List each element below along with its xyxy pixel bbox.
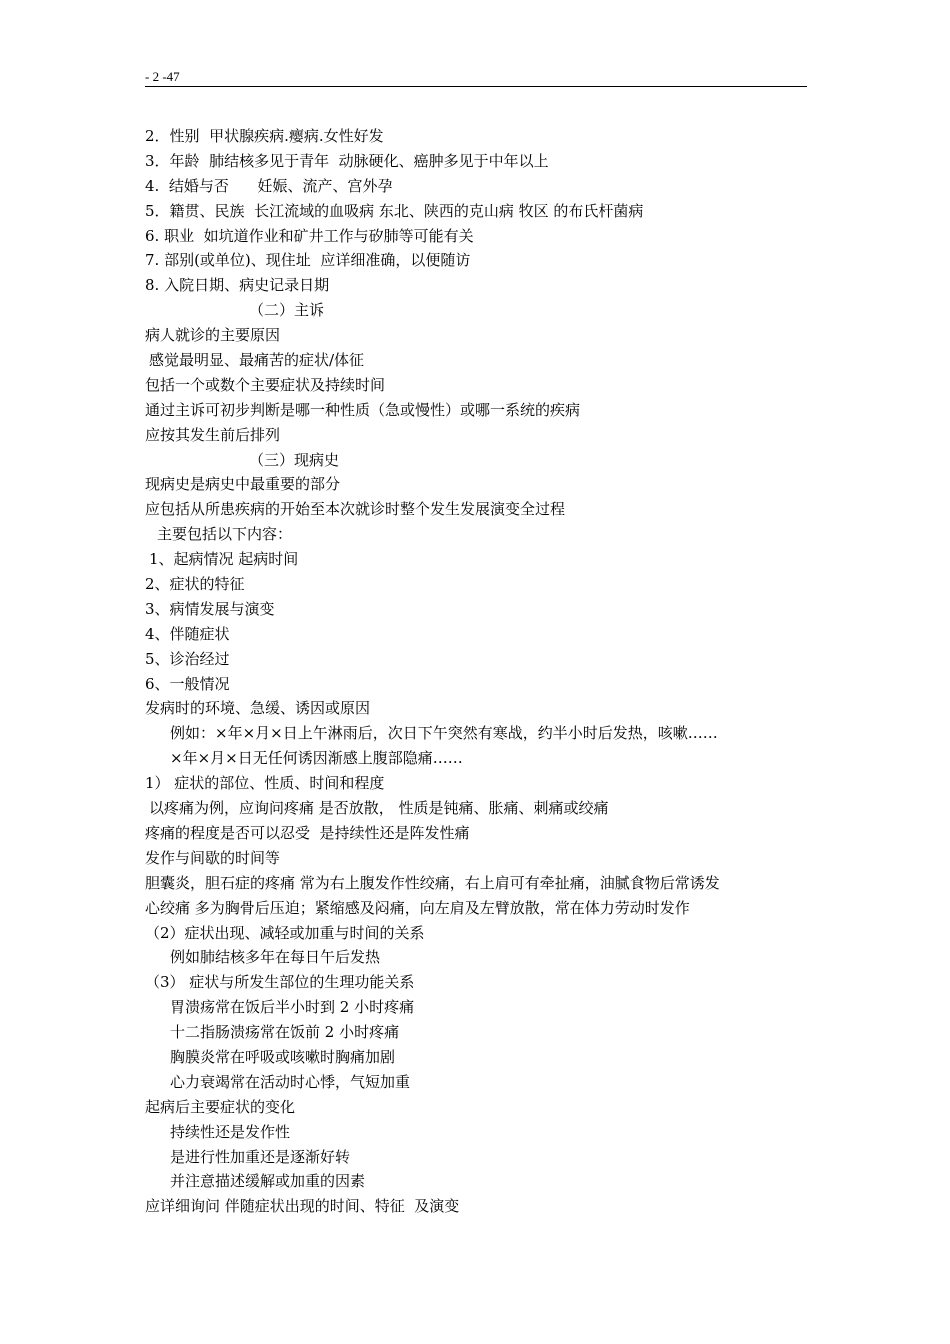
text-line: 2．性别 甲状腺疾病.瘿病.女性好发 [145, 127, 384, 145]
text-line: 例如：×年×月×日上午淋雨后，次日下午突然有寒战，约半小时后发热，咳嗽…… [170, 724, 718, 743]
text-line: 应按其发生前后排列 [145, 425, 281, 444]
text-line: 3．年龄 肺结核多见于青年 动脉硬化、癌肿多见于中年以上 [145, 151, 549, 170]
page-number: - 2 -47 [145, 69, 180, 84]
text-line: 主要包括以下内容： [157, 525, 293, 544]
text-line: 发作与间歇的时间等 [145, 848, 281, 867]
text-line: 心绞痛 多为胸骨后压迫；紧缩感及闷痛，向左肩及左臂放散，常在体力劳动时发作 [145, 898, 690, 917]
text-line: 发病时的环境、急缓、诱因或原因 [145, 699, 371, 718]
section-heading-present-illness: （三）现病史 [249, 450, 340, 469]
text-line: 4. 结婚与否 妊娠、流产、宫外孕 [145, 176, 393, 195]
text-line: 例如肺结核多年在每日午后发热 [170, 948, 381, 967]
text-line: 持续性还是发作性 [170, 1122, 291, 1141]
section-heading-chief-complaint: （二）主诉 [249, 301, 325, 320]
text-line: 以疼痛为例，应询问疼痛 是否放散， 性质是钝痛、胀痛、刺痛或绞痛 [149, 799, 609, 818]
text-line: 通过主诉可初步判断是哪一种性质（急或慢性）或哪一系统的疾病 [145, 400, 581, 419]
text-line: 起病后主要症状的变化 [145, 1097, 296, 1116]
text-line: 1） 症状的部位、性质、时间和程度 [145, 774, 385, 793]
text-line: 应包括从所患疾病的开始至本次就诊时整个发生发展演变全过程 [145, 500, 566, 519]
text-line: 5．籍贯、民族 长江流域的血吸病 东北、陕西的克山病 牧区 的布氏杆菌病 [145, 201, 644, 220]
text-line: 包括一个或数个主要症状及持续时间 [145, 375, 386, 394]
list-item: 4、伴随症状 [145, 624, 230, 643]
page-header [145, 68, 807, 87]
text-line: （3） 症状与所发生部位的生理功能关系 [145, 973, 415, 992]
list-item: 6、一般情况 [145, 674, 230, 693]
text-line: 感觉最明显、最痛苦的症状/体征 [149, 351, 365, 370]
text-line: 现病史是病史中最重要的部分 [145, 475, 341, 494]
text-line: 应详细询问 伴随症状出现的时间、特征 及演变 [145, 1197, 460, 1216]
text-line: 7. 部别(或单位)、现住址 应详细准确，以便随访 [145, 251, 471, 270]
list-item: 5、诊治经过 [145, 649, 230, 668]
text-line: （2）症状出现、减轻或加重与时间的关系 [145, 923, 425, 942]
text-line: 是进行性加重还是逐渐好转 [170, 1147, 351, 1166]
text-line: 并注意描述缓解或加重的因素 [170, 1172, 366, 1191]
text-line: 8. 入院日期、病史记录日期 [145, 276, 330, 295]
list-item: 1、起病情况 起病时间 [149, 550, 299, 569]
text-line: 胃溃疡常在饭后半小时到 2 小时疼痛 [170, 998, 415, 1017]
text-line: 6. 职业 如坑道作业和矿井工作与矽肺等可能有关 [145, 226, 474, 245]
text-line: 心力衰竭常在活动时心悸，气短加重 [170, 1072, 411, 1091]
text-line: 胸膜炎常在呼吸或咳嗽时胸痛加剧 [170, 1047, 396, 1066]
text-line: 病人就诊的主要原因 [145, 326, 281, 345]
text-line: ×年×月×日无任何诱因渐感上腹部隐痛…… [170, 749, 463, 768]
text-line: 疼痛的程度是否可以忍受 是持续性还是阵发性痛 [145, 823, 470, 842]
document-body [145, 124, 807, 1219]
text-line: 十二指肠溃疡常在饭前 2 小时疼痛 [170, 1023, 400, 1042]
list-item: 2、症状的特征 [145, 575, 245, 594]
list-item: 3、病情发展与演变 [145, 599, 275, 618]
text-line: 胆囊炎，胆石症的疼痛 常为右上腹发作性绞痛，右上肩可有牵扯痛，油腻食物后常诱发 [145, 873, 720, 892]
